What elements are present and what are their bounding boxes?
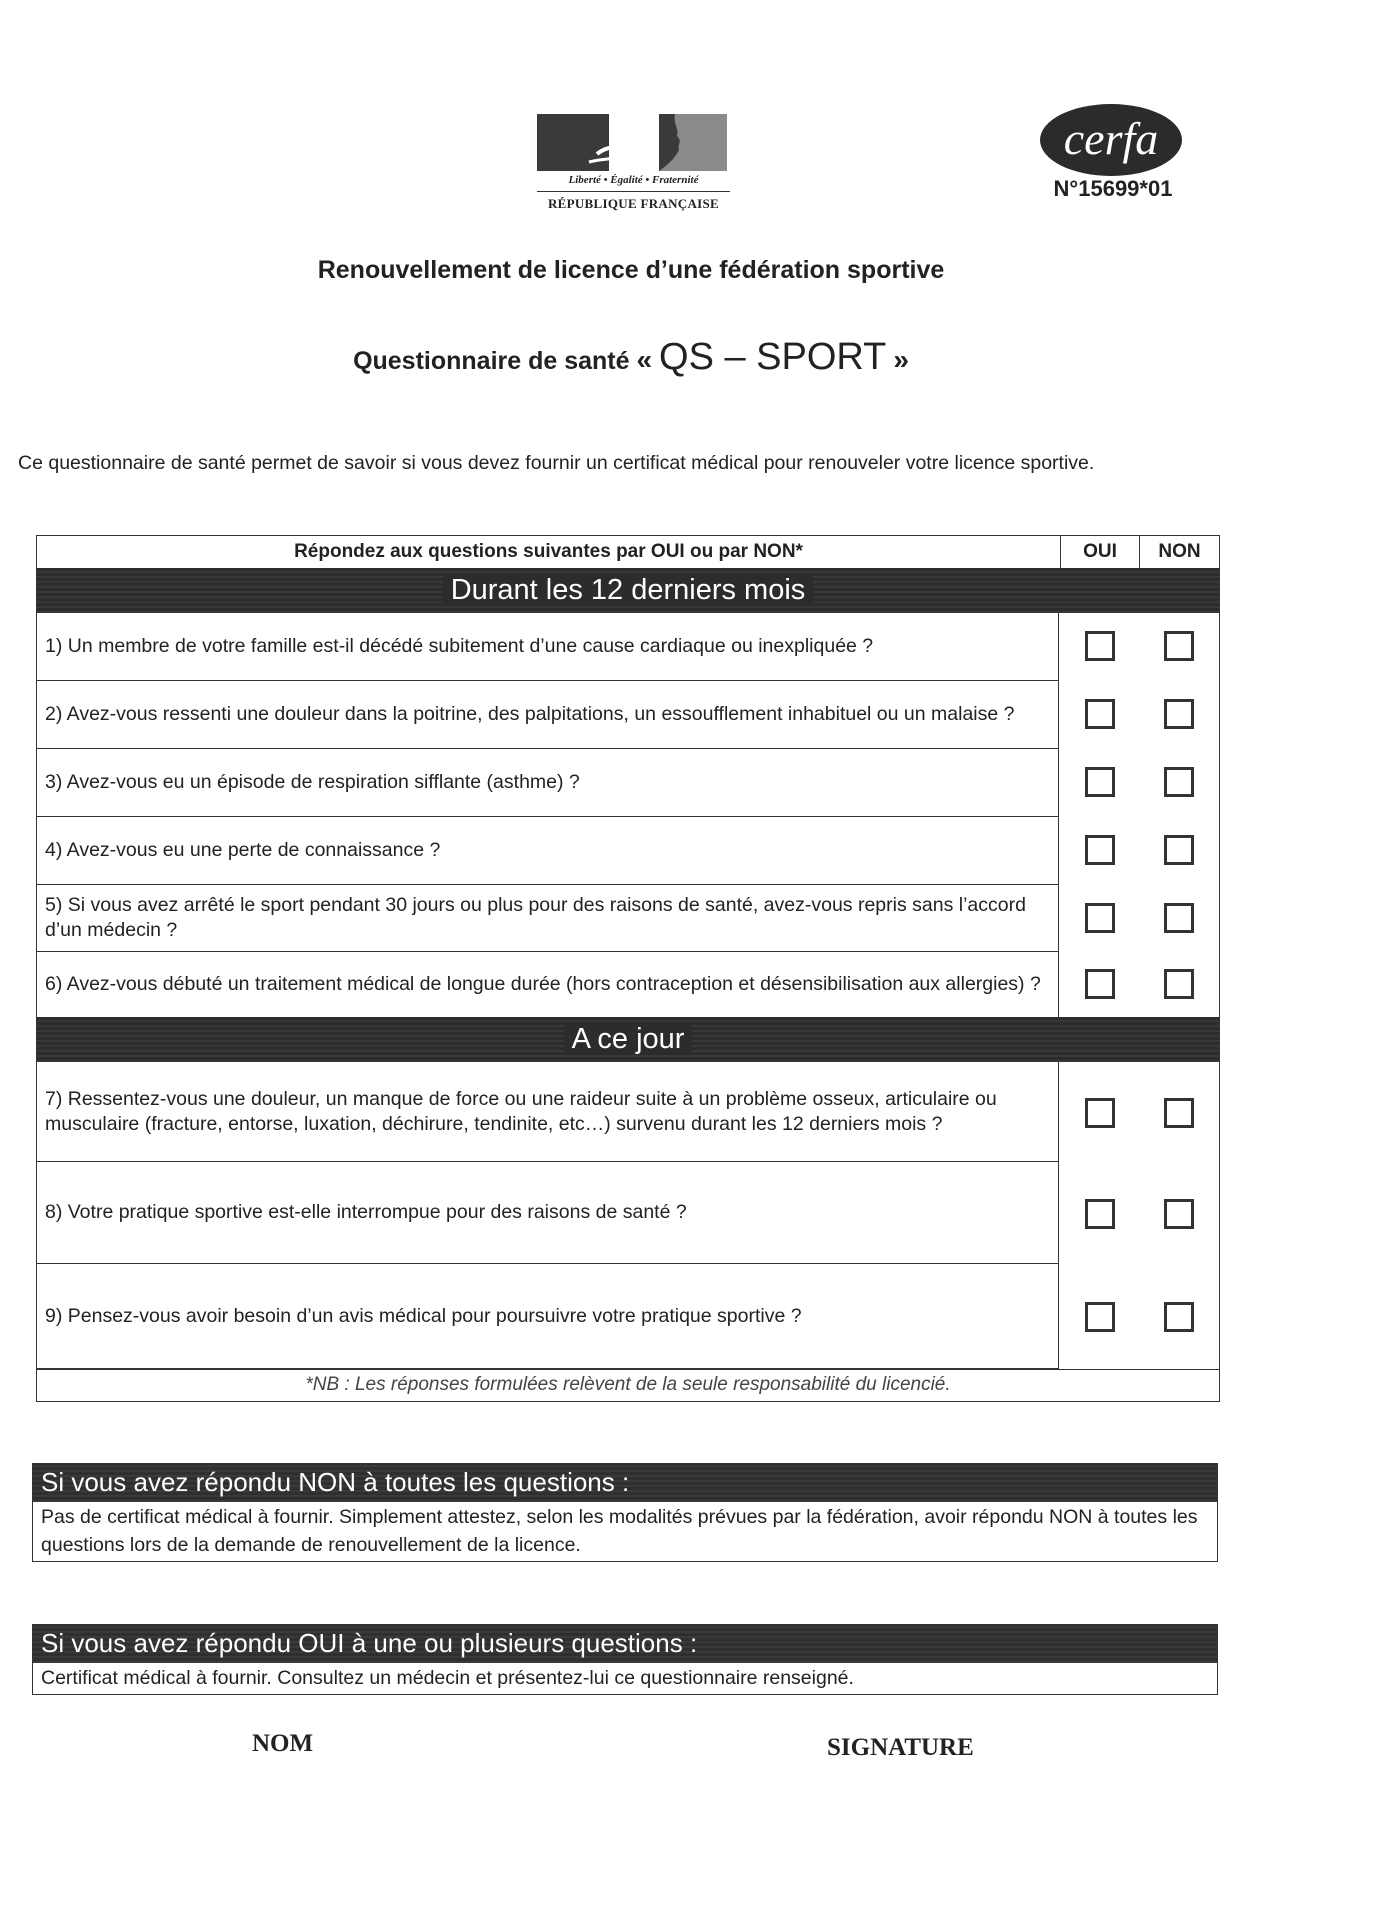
question-text: 8) Votre pratique sportive est-elle interrompue pour des raisons de santé ? — [45, 1201, 687, 1223]
questionnaire-title-prefix: Questionnaire de santé — [353, 347, 630, 375]
checkbox-oui-q8[interactable] — [1085, 1199, 1115, 1229]
table-header-instructions: Répondez aux questions suivantes par OUI ou par NON* — [37, 536, 1061, 568]
answer-heading-non: Si vous avez répondu NON à toutes les questions : — [33, 1464, 1217, 1502]
checkbox-non-q1[interactable] — [1164, 631, 1194, 661]
question-text: 2) Avez-vous ressenti une douleur dans la poitrine, des palpitations, un essoufflement inhabituel ou un malaise ? — [45, 703, 1015, 725]
answer-heading-oui: Si vous avez répondu OUI à une ou plusieurs questions : — [33, 1625, 1217, 1663]
intro-text: Ce questionnaire de santé permet de savoir si vous devez fournir un certificat médical pour renouveler votre licence sportive. — [18, 452, 1095, 474]
column-header-oui: OUI — [1061, 536, 1140, 568]
question-text: 1) Un membre de votre famille est-il décédé subitement d’une cause cardiaque ou inexpliquée ? — [45, 635, 874, 657]
responsibility-note: *NB : Les réponses formulées relèvent de la seule responsabilité du licencié. — [305, 1374, 951, 1395]
question-row-9 — [37, 1264, 1058, 1369]
logo-republic: RÉPUBLIQUE FRANÇAISE — [547, 196, 720, 211]
question-row-3 — [37, 749, 1058, 817]
name-label: NOM — [252, 1730, 314, 1757]
checkbox-oui-q2[interactable] — [1085, 699, 1115, 729]
checkbox-non-q7[interactable] — [1164, 1098, 1194, 1128]
checkbox-oui-q3[interactable] — [1085, 767, 1115, 797]
question-text: 5) Si vous avez arrêté le sport pendant 30 jours ou plus pour des raisons de santé, avez-vous repris sans l’accord d’un médecin ? — [45, 894, 1026, 941]
checkbox-oui-q9[interactable] — [1085, 1302, 1115, 1332]
close-quote: » — [893, 344, 909, 375]
question-text: 6) Avez-vous débuté un traitement médical de longue durée (hors contraception et désensibilisation aux allergies) ? — [45, 973, 1041, 995]
question-row-4 — [37, 817, 1058, 885]
question-row-6 — [37, 952, 1058, 1017]
section-header-today — [37, 1017, 1219, 1062]
checkbox-oui-q7[interactable] — [1085, 1098, 1115, 1128]
checkbox-oui-q4[interactable] — [1085, 835, 1115, 865]
question-text: 3) Avez-vous eu un épisode de respiration sifflante (asthme) ? — [45, 771, 580, 793]
open-quote: « — [636, 344, 653, 375]
cerfa-number: N°15699*01 — [1053, 176, 1173, 201]
questionnaire-title — [0, 336, 1262, 379]
checkbox-non-q4[interactable] — [1164, 835, 1194, 865]
checkbox-oui-q6[interactable] — [1085, 969, 1115, 999]
republique-francaise-logo — [537, 112, 730, 218]
checkbox-non-q6[interactable] — [1164, 969, 1194, 999]
section-header-last-12-months — [37, 568, 1219, 613]
question-row-2 — [37, 681, 1058, 749]
checkbox-non-q8[interactable] — [1164, 1199, 1194, 1229]
answer-block-non — [32, 1463, 1218, 1562]
checkbox-non-q5[interactable] — [1164, 903, 1194, 933]
logo-motto: Liberté • Égalité • Fraternité — [568, 174, 699, 186]
question-row-5 — [37, 885, 1058, 952]
checkbox-oui-q5[interactable] — [1085, 903, 1115, 933]
column-header-non: NON — [1158, 541, 1201, 562]
question-text: 7) Ressentez-vous une douleur, un manque de force ou une raideur suite à un problème osseux, articulaire ou musculaire (fracture, entorse, luxation, déchirure, tendinite, etc…) survenu durant les 12 derniers mois ? — [45, 1087, 997, 1135]
marianne-profile-icon — [537, 114, 727, 171]
question-text: 4) Avez-vous eu une perte de connaissance ? — [45, 839, 441, 861]
signature-label: SIGNATURE — [827, 1734, 974, 1761]
question-row-8 — [37, 1162, 1058, 1264]
answer-text-non: Pas de certificat médical à fournir. Simplement attestez, selon les modalités prévues par la fédération, avoir répondu NON à toutes les questions lors de la demande de renouvellement de la licence. — [41, 1506, 1198, 1556]
marianne-emblem — [537, 114, 727, 171]
answer-block-oui — [32, 1624, 1218, 1695]
question-row-1 — [37, 613, 1058, 681]
checkbox-non-q2[interactable] — [1164, 699, 1194, 729]
questionnaire-table — [36, 535, 1220, 1402]
question-row-7 — [37, 1062, 1058, 1162]
questionnaire-code: QS – SPORT — [659, 336, 887, 378]
section-title: Durant les 12 derniers mois — [443, 574, 814, 606]
checkbox-non-q9[interactable] — [1164, 1302, 1194, 1332]
checkbox-oui-q1[interactable] — [1085, 631, 1115, 661]
checkbox-non-q3[interactable] — [1164, 767, 1194, 797]
answer-text-oui: Certificat médical à fournir. Consultez un médecin et présentez-lui ce questionnaire renseigné. — [41, 1667, 854, 1689]
section-title: A ce jour — [564, 1023, 693, 1055]
page-title: Renouvellement de licence d’une fédération sportive — [317, 256, 945, 284]
question-text: 9) Pensez-vous avoir besoin d’un avis médical pour poursuivre votre pratique sportive ? — [45, 1304, 802, 1327]
cerfa-logo: cerfa — [1040, 104, 1182, 176]
